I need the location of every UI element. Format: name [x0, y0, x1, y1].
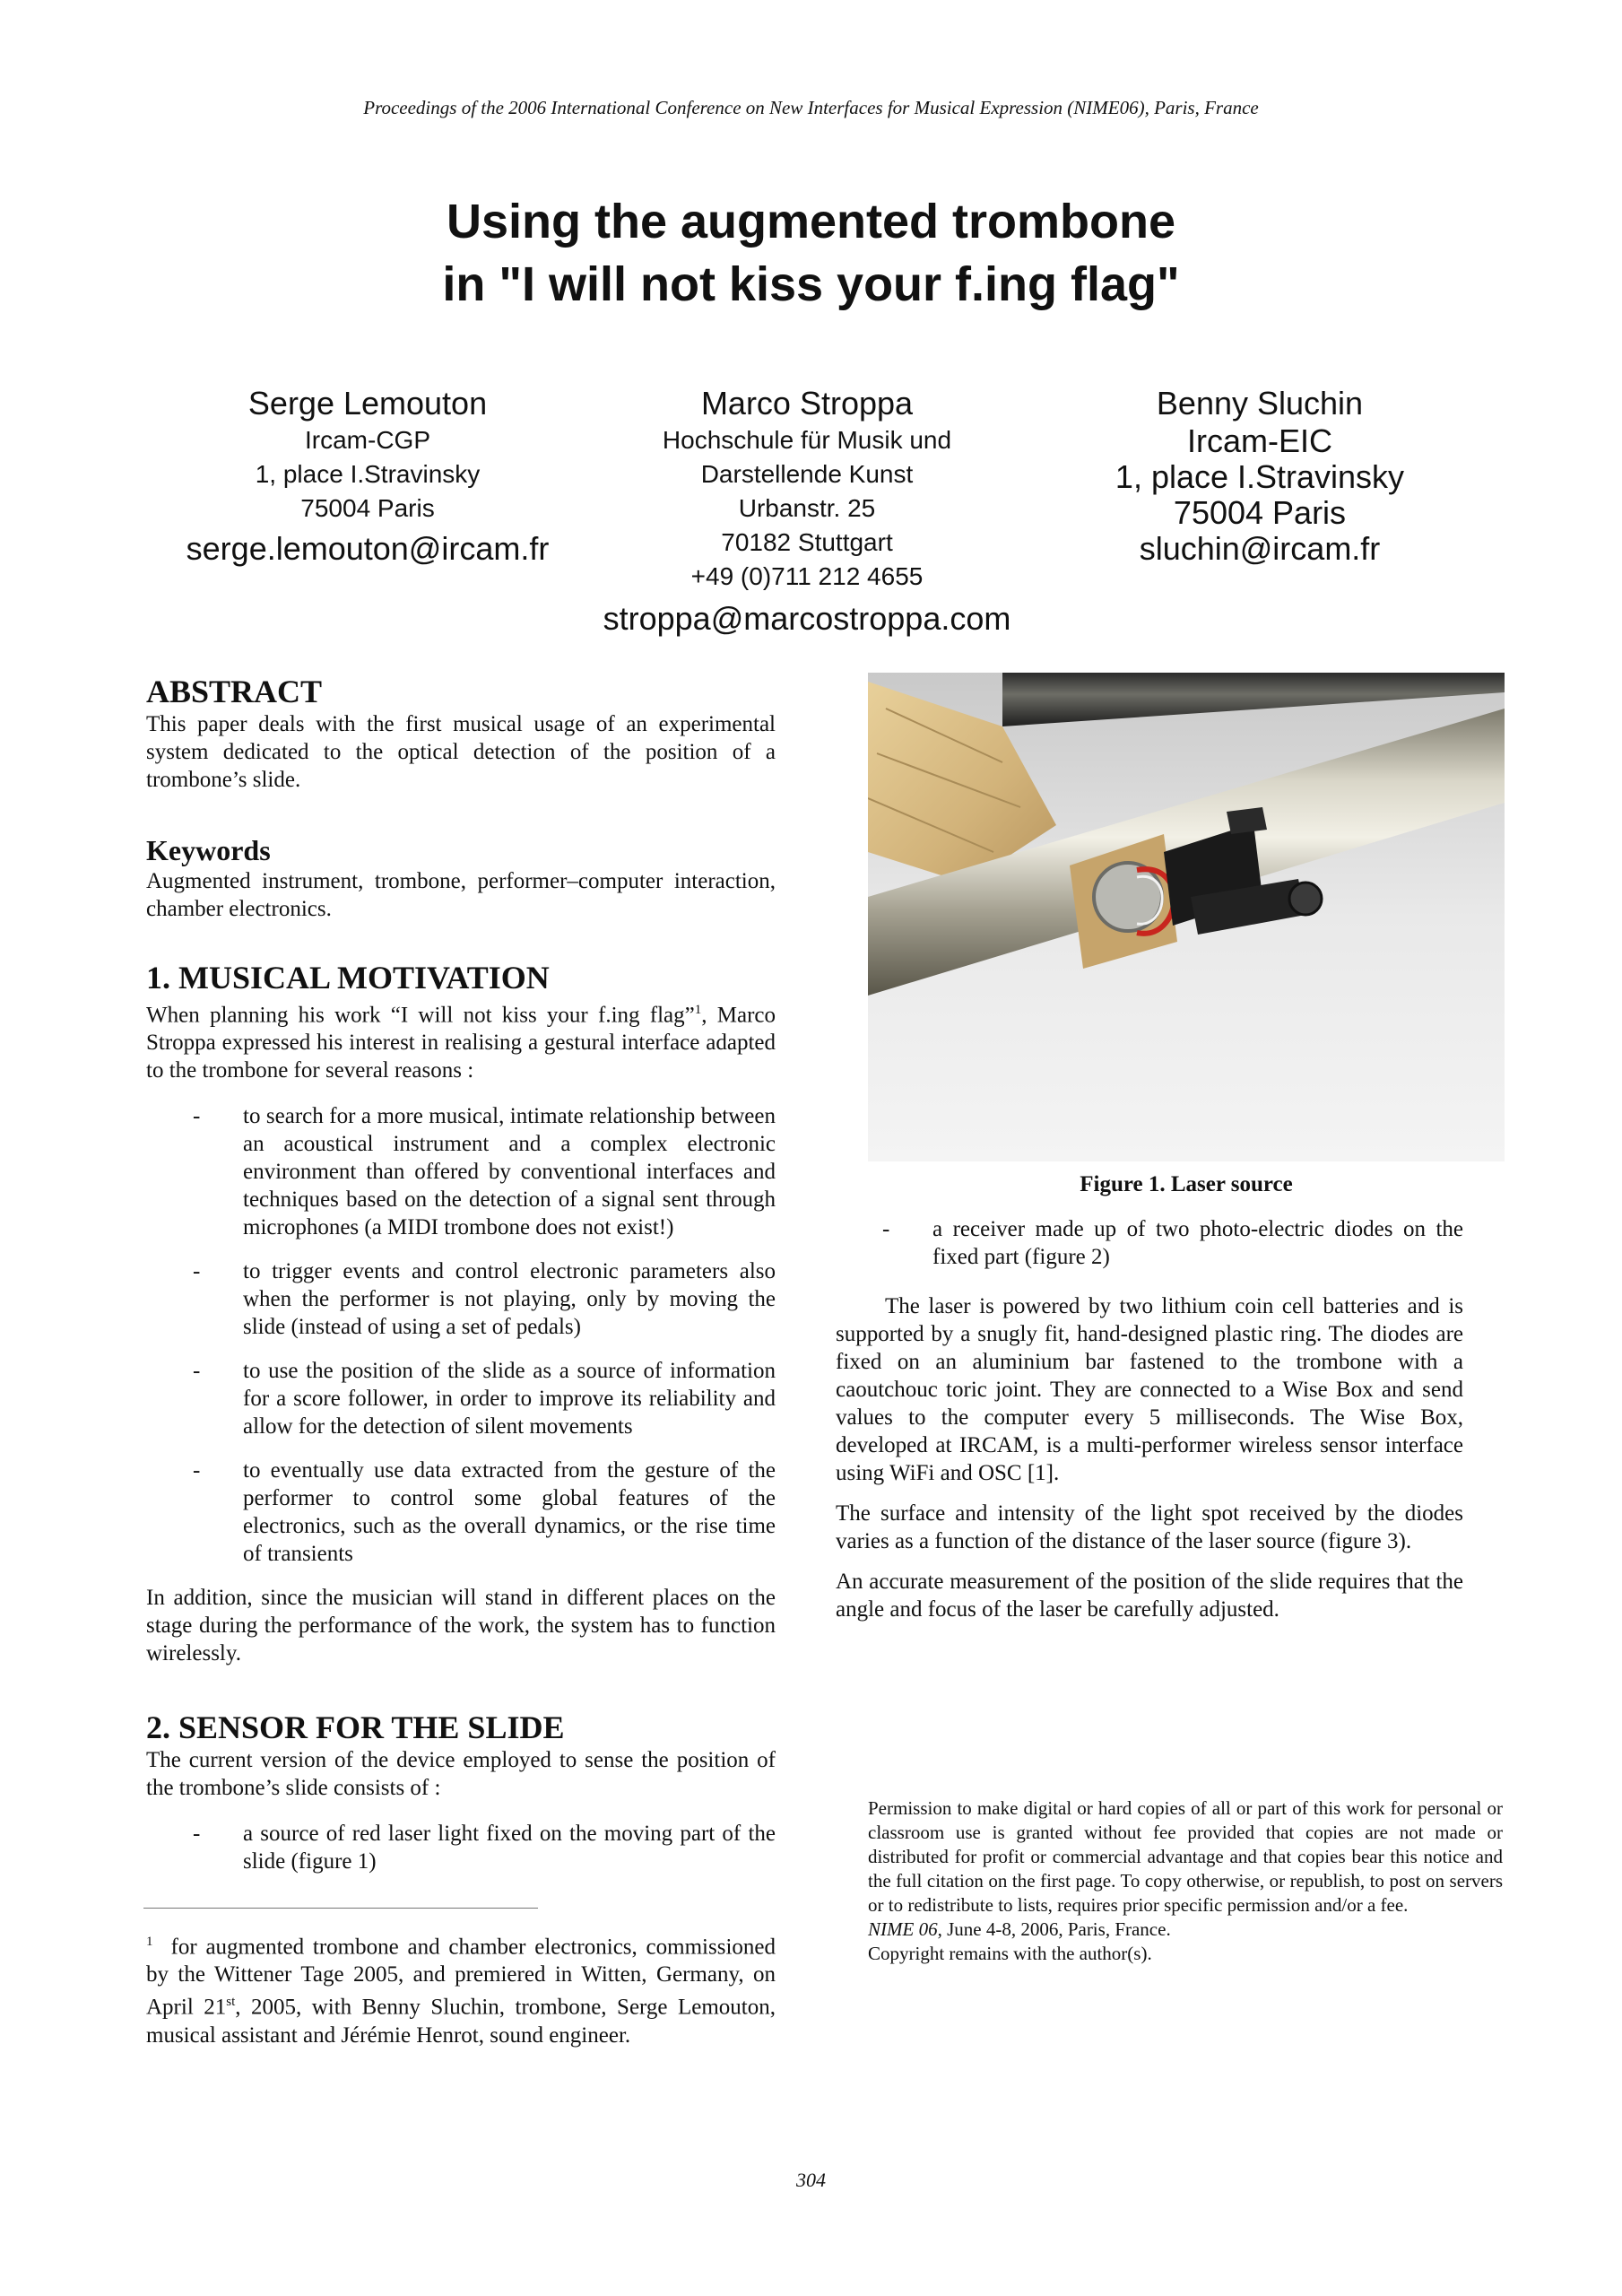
- keywords-heading: Keywords: [146, 834, 271, 866]
- section-2-heading: 2. SENSOR FOR THE SLIDE: [146, 1709, 565, 1746]
- author-address: Urbanstr. 25: [738, 494, 876, 522]
- abstract-heading: ABSTRACT: [146, 674, 323, 709]
- author-phone: +49 (0)711 212 4655: [690, 562, 924, 590]
- list-item: - a receiver made up of two photo-electric diodes on the fixed part (figure 2): [882, 1217, 1463, 1269]
- section-1-closing: In addition, since the musician will stand in different places on the stage during the performance of the work, the system has to function wirelessly.: [146, 1586, 776, 1666]
- paragraph-light-spot: The surface and intensity of the light spot received by the diodes varies as a function of the distance of the laser source (figure 3).: [836, 1501, 1463, 1553]
- list-item: - to use the position of the slide as a source of information for a score follower, in order to improve its reliability and allow for the detection of silent movements: [193, 1359, 776, 1439]
- running-head: Proceedings of the 2006 International Conference on New Interfaces for Musical Expression (NIME06), Paris, France: [363, 97, 1259, 118]
- figure-1-photo: [868, 673, 1505, 1161]
- author-name: Serge Lemouton: [247, 385, 488, 422]
- author-address: 1, place I.Stravinsky: [255, 460, 481, 488]
- section-1-intro: When planning his work “I will not kiss your f.ing flag”$^1$, Marco Stroppa expressed his interest in realising a gestural interface adapted to the trombone for several reasons :: [146, 1003, 776, 1083]
- footnote: $^1$ for augmented trombone and chamber electronics, commissioned by the Wittener Tage 2005, and premiered in Witten, Germany, on April 21st, 2005, with Benny Sluchin, trombone, Serge Lemouton, musical assistant and Jérémie Henrot, sound engineer.: [146, 1935, 776, 2048]
- page-number: 304: [796, 2169, 826, 2191]
- footnote-ref[interactable]: 1: [694, 1003, 702, 1017]
- author-email: stroppa@marcostroppa.com: [603, 600, 1011, 637]
- author-affiliation: Ircam-CGP: [305, 426, 430, 454]
- right-column: [836, 1215, 1463, 1623]
- list-item: - to trigger events and control electronic parameters also when the performer is not playing, only by moving the slide (instead of using a set of pedals): [193, 1259, 776, 1340]
- author-email: serge.lemouton@ircam.fr: [186, 530, 550, 567]
- list-item: - to eventually use data extracted from the gesture of the performer to control some global features of the electronics, such as the overall dynamics, or the rise time of transients: [193, 1458, 776, 1567]
- footnote-mark: 1: [146, 1935, 153, 1949]
- keywords-text: Augmented instrument, trombone, performer–computer interaction, chamber electronics.: [146, 869, 776, 921]
- paper-title: [0, 190, 1622, 316]
- author-block-3: [1058, 384, 1462, 567]
- author-name: Marco Stroppa: [700, 385, 914, 422]
- author-address: 1, place I.Stravinsky: [1115, 458, 1405, 495]
- author-email: sluchin@ircam.fr: [1139, 530, 1381, 567]
- author-affiliation: Hochschule für Musik und: [662, 426, 952, 454]
- author-affiliation-2: Darstellende Kunst: [700, 460, 914, 488]
- abstract-text: This paper deals with the first musical usage of an experimental system dedicated to the optical detection of the position of a trombone’s slide.: [146, 712, 776, 792]
- list-item: - a source of red laser light fixed on the moving part of the slide (figure 1): [193, 1822, 776, 1874]
- paragraph-measurement: An accurate measurement of the position of the slide requires that the angle and focus of the laser be carefully adjusted.: [836, 1570, 1463, 1622]
- copyright-line: Copyright remains with the author(s).: [868, 1943, 1152, 1964]
- venue-line: NIME 06, June 4-8, 2006, Paris, France.: [868, 1918, 1171, 1940]
- left-column: [146, 673, 776, 1892]
- author-city: 70182 Stuttgart: [721, 528, 893, 556]
- figure-1-caption: Figure 1. Laser source: [1080, 1172, 1293, 1196]
- permission-text: Permission to make digital or hard copies of all or part of this work for personal or classroom use is granted without fee provided that copies are not made or distributed for profit or commercial advantage and that copies bear this notice and the full citation on the first page. To copy otherwise, or republish, to post on servers or to redistribute to lists, requires prior specific permission and/or a fee.: [868, 1797, 1503, 1916]
- paragraph-laser-power: The laser is powered by two lithium coin cell batteries and is supported by a snugly fit, hand-designed plastic ring. The diodes are fixed on an aluminium bar fastened to the trombone with a caoutchouc toric joint. They are connected to a Wise Box and send values to the computer every 5 milliseconds. The Wise Box, developed at IRCAM, is a multi-performer wireless sensor interface using WiFi and OSC [1].: [836, 1294, 1463, 1485]
- author-city: 75004 Paris: [300, 494, 435, 522]
- laser-source-photo: [868, 673, 1505, 1161]
- list-item: - to search for a more musical, intimate relationship between an acoustical instrument and a complex electronic environment than offered by conventional interfaces and techniques based on the detection of a signal sent through microphones (a MIDI trombone does not exist!): [193, 1104, 776, 1240]
- section-1-heading: 1. MUSICAL MOTIVATION: [146, 960, 550, 996]
- author-block-2: [574, 384, 1040, 637]
- author-name: Benny Sluchin: [1156, 385, 1364, 422]
- title-line-1: Using the augmented trombone: [446, 195, 1176, 248]
- author-city: 75004 Paris: [1173, 494, 1347, 531]
- section-2-intro: The current version of the device employed to sense the position of the trombone’s slide consists of :: [146, 1748, 776, 1801]
- permission-notice: [868, 1796, 1503, 1966]
- author-affiliation: Ircam-EIC: [1187, 422, 1332, 459]
- title-line-2: in "I will not kiss your f.ing flag": [442, 257, 1180, 311]
- footnote-rule: [143, 1908, 538, 1909]
- author-block-1: [179, 384, 556, 567]
